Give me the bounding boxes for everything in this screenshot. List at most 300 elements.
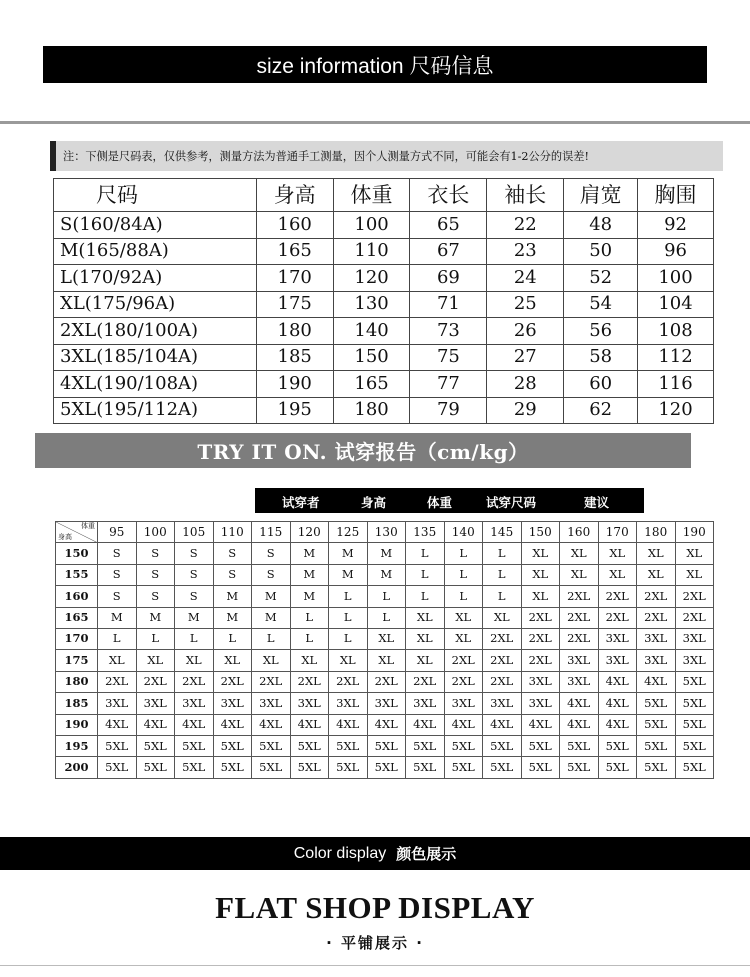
grid-size-cell: 5XL — [483, 757, 522, 779]
size-value-cell: 140 — [333, 318, 410, 345]
grid-size-cell: 3XL — [329, 693, 368, 714]
grid-size-cell: 4XL — [598, 714, 637, 735]
grid-size-cell: 3XL — [367, 693, 406, 714]
size-table-row — [54, 238, 714, 265]
grid-size-cell: 3XL — [444, 693, 483, 714]
size-value-cell: 100 — [333, 212, 410, 239]
grid-size-cell: 3XL — [175, 693, 214, 714]
grid-size-cell: M — [329, 564, 368, 585]
grid-size-cell: L — [444, 564, 483, 585]
grid-height-header-cell: 155 — [56, 564, 98, 585]
grid-size-cell: S — [213, 543, 252, 564]
grid-size-cell: S — [98, 564, 137, 585]
grid-size-cell: S — [252, 564, 291, 585]
measurement-note-text: 注：下侧是尺码表，仅供参考，测量方法为普通手工测量，因个人测量方式不同，可能会有1-2公分的误差! — [63, 150, 589, 163]
grid-size-cell: 4XL — [252, 714, 291, 735]
tryon-banner-text: TRY IT ON. 试穿报告（cm/kg） — [197, 440, 529, 464]
grid-weight-header-cell: 120 — [290, 522, 329, 543]
grid-size-cell: XL — [406, 650, 445, 671]
size-value-cell: 28 — [487, 371, 564, 398]
size-value-cell: 79 — [410, 397, 487, 424]
grid-size-cell: 2XL — [521, 650, 560, 671]
grid-size-cell: 5XL — [637, 714, 676, 735]
grid-size-cell: S — [98, 586, 137, 607]
grid-height-header-cell: 170 — [56, 629, 98, 650]
grid-size-cell: 3XL — [213, 693, 252, 714]
grid-size-cell: 5XL — [406, 736, 445, 757]
size-table-header-cell: 胸围 — [638, 179, 714, 212]
grid-weight-header-row — [56, 522, 714, 543]
grid-size-cell: M — [290, 586, 329, 607]
grid-size-cell: M — [175, 607, 214, 628]
grid-size-cell: 2XL — [598, 586, 637, 607]
grid-size-cell: L — [367, 607, 406, 628]
grid-size-cell: 5XL — [136, 757, 175, 779]
size-value-cell: 96 — [638, 238, 714, 265]
grid-size-cell: 2XL — [252, 671, 291, 692]
size-info-header — [43, 46, 707, 83]
size-value-cell: 92 — [638, 212, 714, 239]
grid-size-cell: 5XL — [675, 736, 714, 757]
grid-size-cell: 3XL — [521, 693, 560, 714]
grid-row — [56, 650, 714, 671]
grid-size-cell: 4XL — [136, 714, 175, 735]
size-table-header-cell: 体重 — [333, 179, 410, 212]
grid-size-cell: L — [329, 586, 368, 607]
grid-size-cell: 2XL — [483, 629, 522, 650]
size-value-cell: 25 — [487, 291, 564, 318]
grid-size-cell: XL — [598, 564, 637, 585]
grid-row — [56, 543, 714, 564]
grid-size-cell: L — [483, 564, 522, 585]
grid-size-cell: L — [329, 607, 368, 628]
grid-size-cell: XL — [406, 607, 445, 628]
grid-row — [56, 586, 714, 607]
size-value-cell: 24 — [487, 265, 564, 292]
grid-size-cell: XL — [521, 586, 560, 607]
grid-size-cell: L — [483, 543, 522, 564]
grid-height-header-cell: 150 — [56, 543, 98, 564]
grid-size-cell: 2XL — [637, 607, 676, 628]
grid-weight-header-cell: 160 — [560, 522, 599, 543]
grid-size-cell: 3XL — [598, 650, 637, 671]
grid-weight-header-cell: 180 — [637, 522, 676, 543]
grid-weight-header-cell: 105 — [175, 522, 214, 543]
grid-size-cell: 5XL — [560, 757, 599, 779]
size-value-cell: 69 — [410, 265, 487, 292]
grid-size-cell: M — [329, 543, 368, 564]
grid-size-cell: S — [175, 564, 214, 585]
size-value-cell: 77 — [410, 371, 487, 398]
size-value-cell: 23 — [487, 238, 564, 265]
grid-size-cell: 5XL — [329, 736, 368, 757]
size-value-cell: 185 — [256, 344, 333, 371]
tryon-banner — [35, 433, 691, 468]
grid-size-cell: S — [136, 586, 175, 607]
size-table-header-row — [54, 179, 714, 212]
grid-size-cell: 5XL — [675, 757, 714, 779]
grid-size-cell: 3XL — [637, 650, 676, 671]
size-value-cell: 27 — [487, 344, 564, 371]
grid-size-cell: 3XL — [136, 693, 175, 714]
size-value-cell: 130 — [333, 291, 410, 318]
grid-size-cell: 2XL — [329, 671, 368, 692]
size-value-cell: 110 — [333, 238, 410, 265]
size-table-header-cell: 袖长 — [487, 179, 564, 212]
size-table-header-cell: 身高 — [256, 179, 333, 212]
grid-size-cell: 2XL — [637, 586, 676, 607]
grid-size-cell: L — [213, 629, 252, 650]
grid-size-cell: 5XL — [329, 757, 368, 779]
size-value-cell: 60 — [564, 371, 638, 398]
grid-size-cell: 2XL — [560, 607, 599, 628]
size-table-row — [54, 371, 714, 398]
tryon-header-bar — [255, 488, 644, 513]
size-table-header-cell: 尺码 — [54, 179, 257, 212]
size-table-header-cell: 肩宽 — [564, 179, 638, 212]
size-table-row — [54, 212, 714, 239]
grid-size-cell: M — [98, 607, 137, 628]
grid-height-header-cell: 180 — [56, 671, 98, 692]
size-info-title: size information 尺码信息 — [256, 54, 494, 78]
grid-size-cell: 3XL — [598, 629, 637, 650]
grid-weight-header-cell: 110 — [213, 522, 252, 543]
size-value-cell: 62 — [564, 397, 638, 424]
grid-size-cell: L — [329, 629, 368, 650]
grid-weight-header-cell: 140 — [444, 522, 483, 543]
grid-row — [56, 693, 714, 714]
grid-size-cell: 4XL — [598, 671, 637, 692]
size-chart-table — [53, 178, 714, 424]
grid-size-cell: XL — [560, 543, 599, 564]
grid-weight-header-cell: 100 — [136, 522, 175, 543]
grid-size-cell: 5XL — [444, 736, 483, 757]
grid-row — [56, 736, 714, 757]
grid-size-cell: 5XL — [675, 671, 714, 692]
grid-size-cell: L — [444, 586, 483, 607]
size-value-cell: 67 — [410, 238, 487, 265]
size-value-cell: 108 — [638, 318, 714, 345]
grid-size-cell: 2XL — [406, 671, 445, 692]
grid-size-cell: XL — [406, 629, 445, 650]
header-label-suggestion: 建议 — [584, 495, 610, 510]
size-value-cell: 120 — [638, 397, 714, 424]
grid-size-cell: XL — [329, 650, 368, 671]
grid-size-cell: 3XL — [675, 650, 714, 671]
size-value-cell: 112 — [638, 344, 714, 371]
grid-size-cell: 2XL — [675, 607, 714, 628]
grid-height-header-cell: 195 — [56, 736, 98, 757]
grid-size-cell: L — [406, 586, 445, 607]
size-label-cell: 5XL(195/112A) — [54, 397, 257, 424]
grid-size-cell: 5XL — [175, 736, 214, 757]
grid-size-cell: 5XL — [367, 736, 406, 757]
grid-size-cell: 5XL — [675, 693, 714, 714]
grid-size-cell: XL — [98, 650, 137, 671]
grid-size-cell: S — [213, 564, 252, 585]
size-value-cell: 100 — [638, 265, 714, 292]
grid-size-cell: 4XL — [98, 714, 137, 735]
grid-size-cell: XL — [560, 564, 599, 585]
grid-size-cell: 5XL — [444, 757, 483, 779]
color-display-bar — [0, 837, 750, 870]
grid-size-cell: XL — [637, 564, 676, 585]
grid-size-cell: L — [483, 586, 522, 607]
grid-size-cell: 3XL — [252, 693, 291, 714]
grid-row — [56, 607, 714, 628]
grid-size-cell: 5XL — [290, 757, 329, 779]
grid-size-cell: L — [406, 564, 445, 585]
grid-size-cell: 5XL — [521, 757, 560, 779]
grid-size-cell: 5XL — [560, 736, 599, 757]
grid-size-cell: 4XL — [560, 693, 599, 714]
grid-size-cell: XL — [213, 650, 252, 671]
size-value-cell: 160 — [256, 212, 333, 239]
bottom-divider — [0, 965, 750, 966]
grid-size-cell: 5XL — [598, 757, 637, 779]
size-value-cell: 65 — [410, 212, 487, 239]
size-label-cell: 4XL(190/108A) — [54, 371, 257, 398]
grid-size-cell: L — [406, 543, 445, 564]
grid-size-cell: 2XL — [560, 586, 599, 607]
size-label-cell: M(165/88A) — [54, 238, 257, 265]
size-value-cell: 170 — [256, 265, 333, 292]
size-value-cell: 48 — [564, 212, 638, 239]
grid-size-cell: 4XL — [367, 714, 406, 735]
grid-size-cell: 3XL — [290, 693, 329, 714]
grid-size-cell: XL — [367, 650, 406, 671]
grid-size-cell: S — [136, 543, 175, 564]
flat-shop-title: FLAT SHOP DISPLAY — [215, 890, 535, 925]
grid-size-cell: 2XL — [213, 671, 252, 692]
grid-size-cell: L — [98, 629, 137, 650]
grid-size-cell: 5XL — [175, 757, 214, 779]
size-value-cell: 175 — [256, 291, 333, 318]
grid-size-cell: M — [136, 607, 175, 628]
size-value-cell: 26 — [487, 318, 564, 345]
grid-size-cell: XL — [637, 543, 676, 564]
grid-size-cell: XL — [675, 543, 714, 564]
size-table-row — [54, 291, 714, 318]
size-table-row — [54, 344, 714, 371]
grid-corner-cell — [56, 522, 98, 543]
size-value-cell: 56 — [564, 318, 638, 345]
size-value-cell: 165 — [256, 238, 333, 265]
grid-size-cell: 2XL — [136, 671, 175, 692]
grid-size-cell: 2XL — [444, 671, 483, 692]
grid-size-cell: 5XL — [252, 736, 291, 757]
grid-size-cell: 5XL — [521, 736, 560, 757]
size-value-cell: 190 — [256, 371, 333, 398]
grid-size-cell: 4XL — [213, 714, 252, 735]
grid-size-cell: 5XL — [213, 757, 252, 779]
grid-size-cell: 5XL — [290, 736, 329, 757]
color-display-label: Color display — [293, 844, 387, 862]
size-value-cell: 54 — [564, 291, 638, 318]
grid-size-cell: 3XL — [637, 629, 676, 650]
grid-size-cell: 3XL — [675, 629, 714, 650]
size-value-cell: 104 — [638, 291, 714, 318]
grid-row — [56, 714, 714, 735]
grid-size-cell: M — [367, 543, 406, 564]
grid-size-cell: L — [252, 629, 291, 650]
grid-size-cell: XL — [290, 650, 329, 671]
size-value-cell: 75 — [410, 344, 487, 371]
grid-size-cell: 5XL — [252, 757, 291, 779]
color-display-label-cn: 颜色展示 — [396, 845, 457, 863]
grid-size-cell: M — [290, 543, 329, 564]
grid-size-cell: L — [367, 586, 406, 607]
grid-size-cell: XL — [252, 650, 291, 671]
height-weight-size-grid — [55, 521, 714, 779]
grid-size-cell: 2XL — [290, 671, 329, 692]
grid-weight-header-cell: 150 — [521, 522, 560, 543]
size-value-cell: 180 — [333, 397, 410, 424]
size-table-row — [54, 265, 714, 292]
size-value-cell: 195 — [256, 397, 333, 424]
size-value-cell: 22 — [487, 212, 564, 239]
grid-row — [56, 671, 714, 692]
grid-size-cell: M — [252, 586, 291, 607]
grid-size-cell: 2XL — [98, 671, 137, 692]
grid-size-cell: 2XL — [367, 671, 406, 692]
tryon-grid — [55, 521, 714, 779]
grid-size-cell: 5XL — [136, 736, 175, 757]
grid-weight-header-cell: 145 — [483, 522, 522, 543]
grid-size-cell: 5XL — [483, 736, 522, 757]
grid-size-cell: 2XL — [521, 629, 560, 650]
grid-size-cell: 2XL — [444, 650, 483, 671]
grid-weight-header-cell: 130 — [367, 522, 406, 543]
grid-size-cell: XL — [136, 650, 175, 671]
grid-size-cell: L — [290, 629, 329, 650]
size-value-cell: 73 — [410, 318, 487, 345]
grid-height-header-cell: 175 — [56, 650, 98, 671]
grid-size-cell: 5XL — [98, 757, 137, 779]
grid-row — [56, 629, 714, 650]
size-value-cell: 58 — [564, 344, 638, 371]
size-table-row — [54, 397, 714, 424]
grid-size-cell: 2XL — [675, 586, 714, 607]
grid-size-cell: M — [213, 586, 252, 607]
grid-height-header-cell: 160 — [56, 586, 98, 607]
size-value-cell: 180 — [256, 318, 333, 345]
header-label-tester: 试穿者 — [282, 495, 320, 510]
size-table-row — [54, 318, 714, 345]
grid-size-cell: 4XL — [444, 714, 483, 735]
grid-size-cell: 4XL — [560, 714, 599, 735]
corner-height-label: 身高 — [58, 533, 72, 542]
size-value-cell: 165 — [333, 371, 410, 398]
grid-size-cell: 3XL — [483, 693, 522, 714]
grid-size-cell: S — [98, 543, 137, 564]
grid-size-cell: S — [252, 543, 291, 564]
header-label-height: 身高 — [361, 495, 387, 510]
grid-size-cell: 3XL — [98, 693, 137, 714]
grid-size-cell: 5XL — [637, 757, 676, 779]
section-divider — [0, 121, 750, 124]
grid-row — [56, 757, 714, 779]
grid-height-header-cell: 185 — [56, 693, 98, 714]
size-value-cell: 50 — [564, 238, 638, 265]
grid-size-cell: XL — [483, 607, 522, 628]
grid-size-cell: 4XL — [637, 671, 676, 692]
grid-size-cell: 2XL — [560, 629, 599, 650]
size-value-cell: 52 — [564, 265, 638, 292]
size-value-cell: 116 — [638, 371, 714, 398]
grid-size-cell: 4XL — [290, 714, 329, 735]
grid-size-cell: 2XL — [483, 650, 522, 671]
grid-size-cell: S — [175, 543, 214, 564]
size-value-cell: 29 — [487, 397, 564, 424]
grid-size-cell: 2XL — [598, 607, 637, 628]
grid-size-cell: 4XL — [598, 693, 637, 714]
grid-row — [56, 564, 714, 585]
grid-size-cell: L — [290, 607, 329, 628]
grid-size-cell: 3XL — [406, 693, 445, 714]
grid-size-cell: M — [252, 607, 291, 628]
grid-size-cell: 4XL — [329, 714, 368, 735]
grid-size-cell: XL — [175, 650, 214, 671]
grid-weight-header-cell: 135 — [406, 522, 445, 543]
header-label-weight: 体重 — [427, 495, 453, 510]
size-label-cell: XL(175/96A) — [54, 291, 257, 318]
size-label-cell: 2XL(180/100A) — [54, 318, 257, 345]
size-table — [53, 178, 714, 425]
grid-weight-header-cell: 170 — [598, 522, 637, 543]
grid-size-cell: 5XL — [637, 693, 676, 714]
grid-size-cell: 5XL — [406, 757, 445, 779]
size-label-cell: L(170/92A) — [54, 265, 257, 292]
grid-weight-header-cell: 95 — [98, 522, 137, 543]
grid-size-cell: 5XL — [98, 736, 137, 757]
grid-size-cell: S — [136, 564, 175, 585]
grid-size-cell: XL — [598, 543, 637, 564]
grid-size-cell: 5XL — [598, 736, 637, 757]
grid-size-cell: 4XL — [483, 714, 522, 735]
grid-weight-header-cell: 125 — [329, 522, 368, 543]
grid-height-header-cell: 165 — [56, 607, 98, 628]
size-table-header-cell: 衣长 — [410, 179, 487, 212]
grid-size-cell: XL — [521, 564, 560, 585]
measurement-note — [50, 141, 723, 171]
grid-size-cell: L — [136, 629, 175, 650]
header-label-tried-size: 试穿尺码 — [486, 495, 537, 510]
grid-size-cell: M — [367, 564, 406, 585]
grid-size-cell: 3XL — [521, 671, 560, 692]
grid-size-cell: 4XL — [175, 714, 214, 735]
grid-size-cell: 5XL — [367, 757, 406, 779]
grid-size-cell: XL — [444, 607, 483, 628]
grid-size-cell: XL — [521, 543, 560, 564]
flat-shop-subtitle: · 平铺展示 · — [326, 934, 424, 952]
grid-size-cell: M — [290, 564, 329, 585]
size-label-cell: 3XL(185/104A) — [54, 344, 257, 371]
size-value-cell: 120 — [333, 265, 410, 292]
grid-size-cell: L — [444, 543, 483, 564]
grid-size-cell: 4XL — [406, 714, 445, 735]
grid-size-cell: 2XL — [521, 607, 560, 628]
grid-size-cell: 2XL — [175, 671, 214, 692]
corner-weight-label: 体重 — [81, 522, 95, 530]
grid-size-cell: L — [175, 629, 214, 650]
grid-weight-header-cell: 115 — [252, 522, 291, 543]
grid-size-cell: XL — [675, 564, 714, 585]
grid-size-cell: 5XL — [213, 736, 252, 757]
grid-size-cell: 3XL — [560, 671, 599, 692]
grid-size-cell: M — [213, 607, 252, 628]
grid-size-cell: 3XL — [560, 650, 599, 671]
